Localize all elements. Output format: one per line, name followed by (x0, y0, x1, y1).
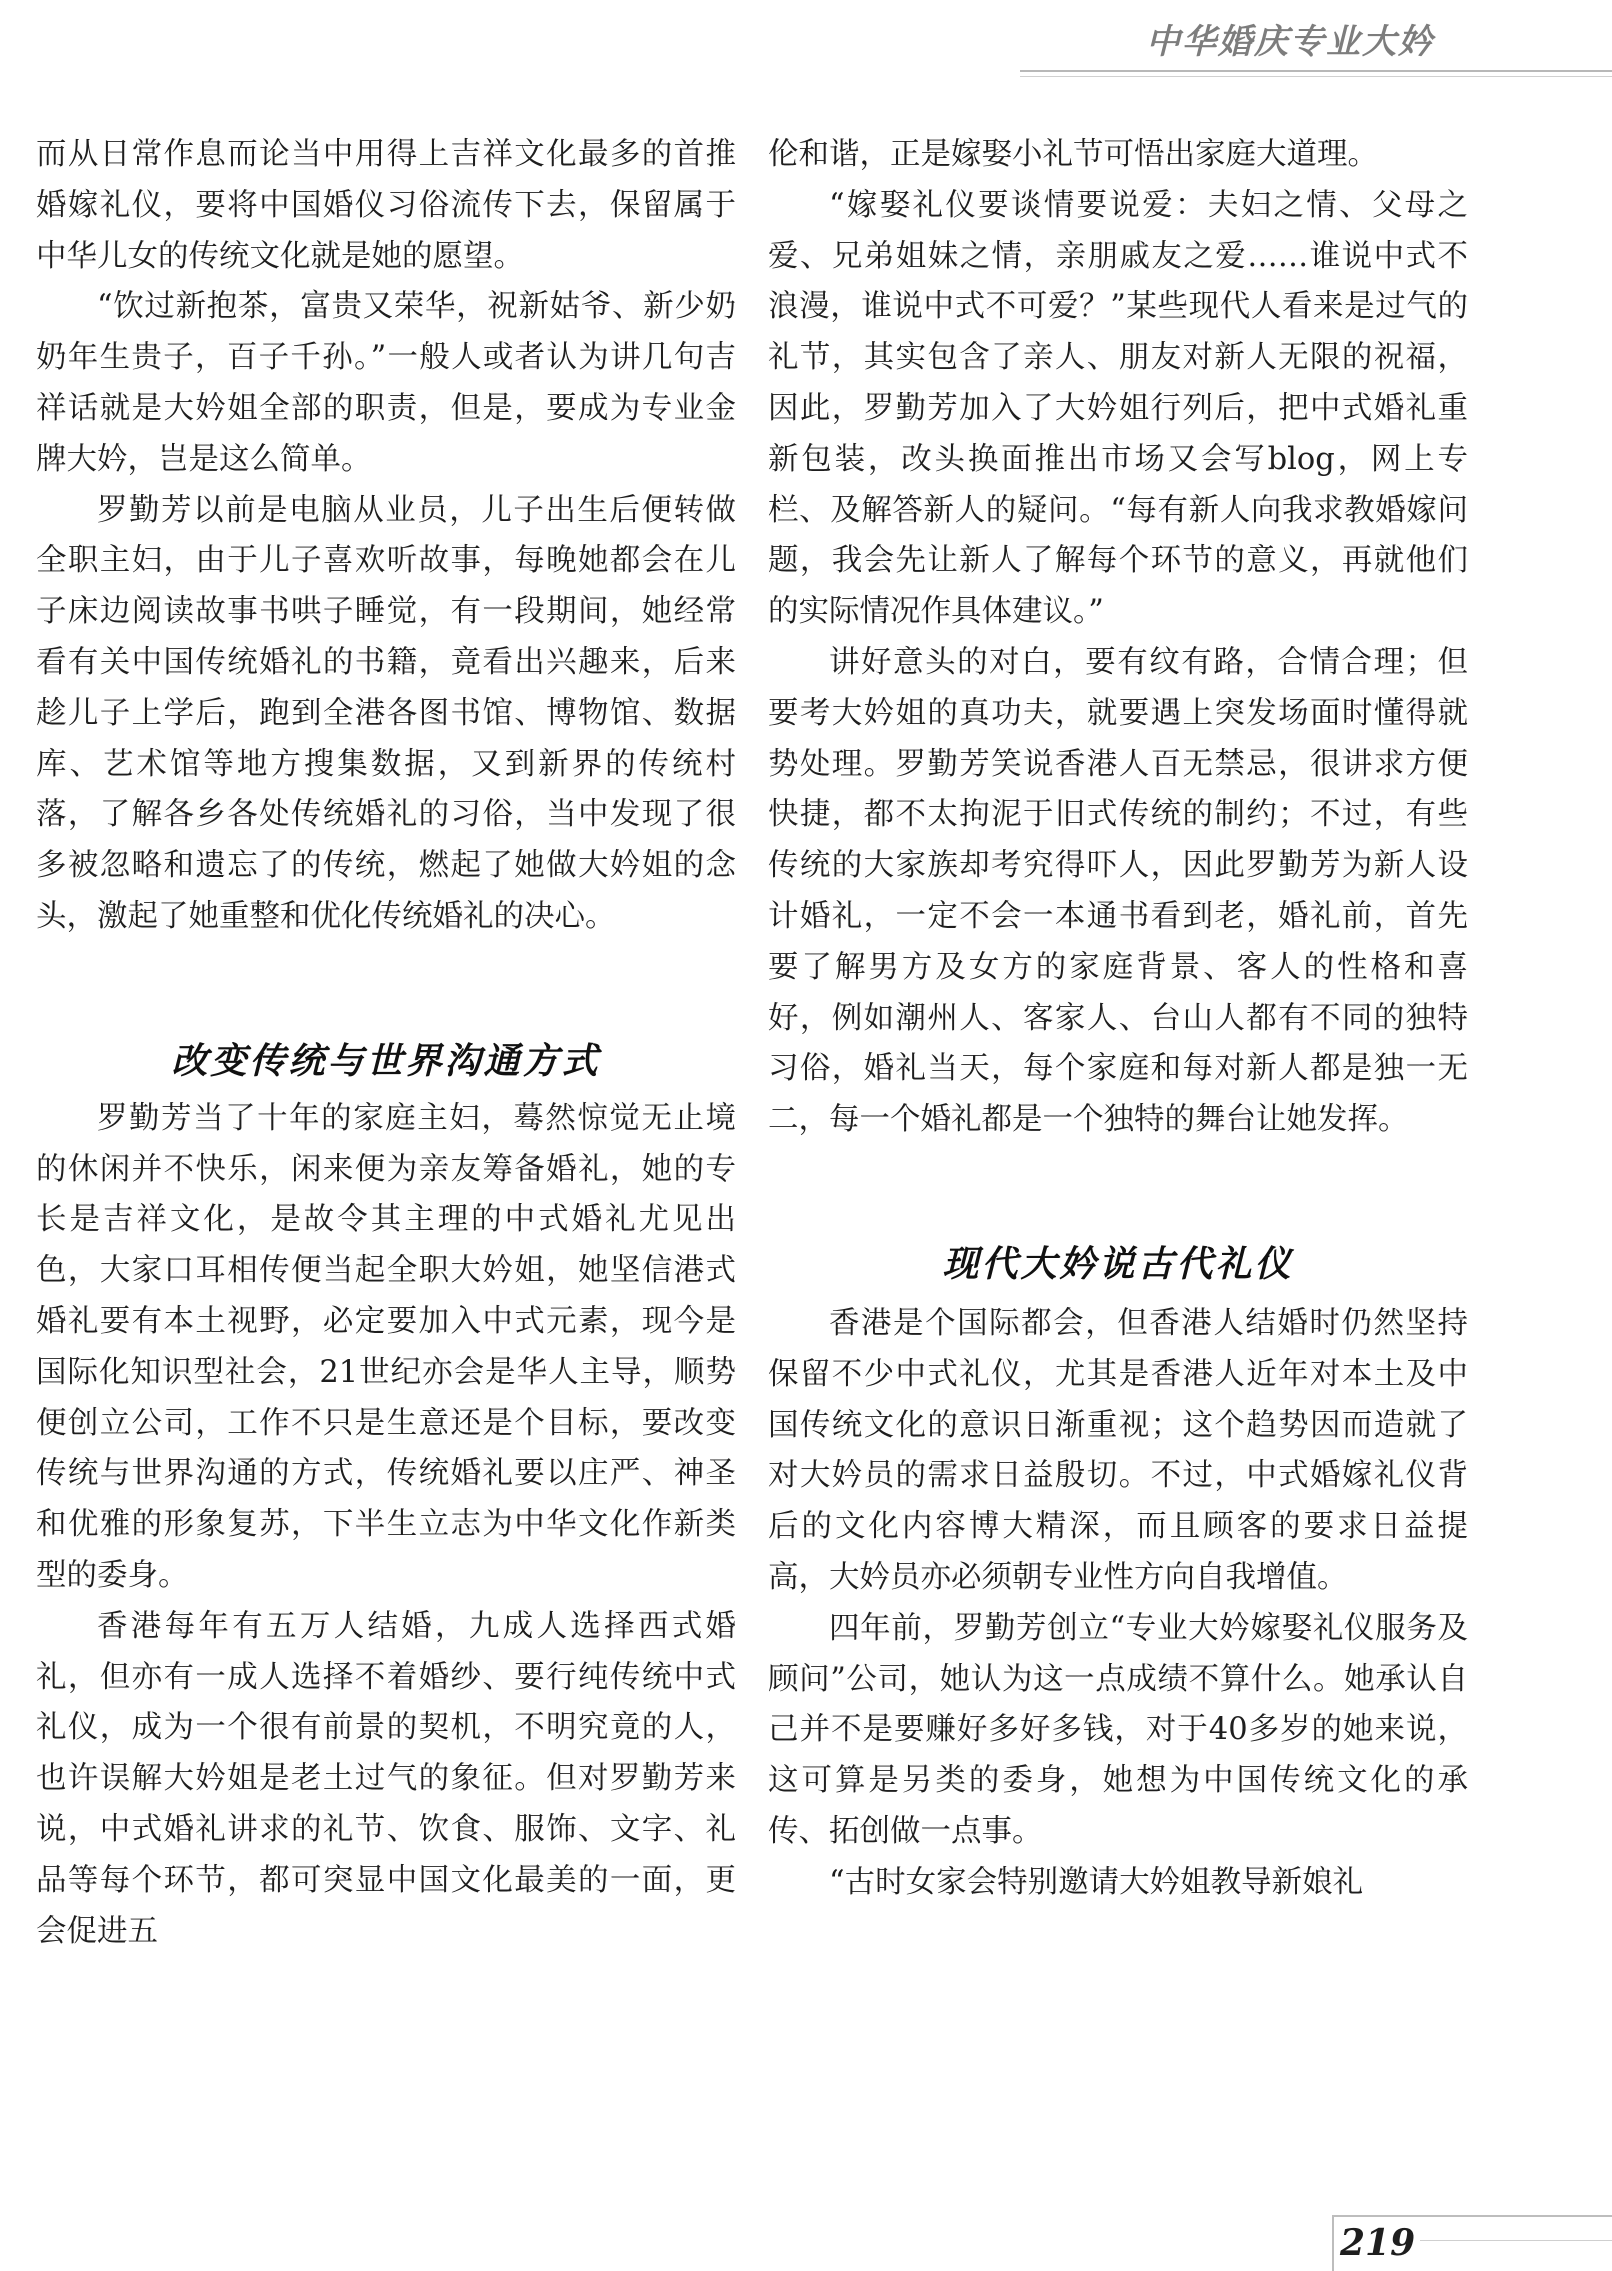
paragraph: 罗勤芳以前是电脑从业员，儿子出生后便转做全职主妇，由于儿子喜欢听故事，每晚她都会在儿子床边阅读故事书哄子睡觉，有一段期间，她经常看有关中国传统婚礼的书籍，竟看出兴趣来，后来趁儿子上学后，跑到全港各图书馆、博物馆、数据库、艺术馆等地方搜集数据，又到新界的传统村落，了解各乡各处传统婚礼的习俗，当中发现了很多被忽略和遗忘了的传统，燃起了她做大妗姐的念头，激起了她重整和优化传统婚礼的决心。 (36, 492, 736, 934)
paragraph: 讲好意头的对白，要有纹有路，合情合理；但要考大妗姐的真功夫，就要遇上突发场面时懂得就势处理。罗勤芳笑说香港人百无禁忌，很讲求方便快捷，都不太拘泥于旧式传统的制约；不过，有些传统的大家族却考究得吓人，因此罗勤芳为新人设计婚礼，一定不会一本通书看到老，婚礼前，首先要了解男方及女方的家庭背景、客人的性格和喜好，例如潮州人、客家人、台山人都有不同的独特习俗，婚礼当天，每个家庭和每对新人都是独一无二，每一个婚礼都是一个独特的舞台让她发挥。 (768, 644, 1468, 1138)
paragraph: 罗勤芳当了十年的家庭主妇，蓦然惊觉无止境的休闲并不快乐，闲来便为亲友筹备婚礼，她的专长是吉祥文化，是故令其主理的中式婚礼尤见出色，大家口耳相传便当起全职大妗姐，她坚信港式婚礼要有本土视野，必定要加入中式元素，现今是国际化知识型社会，21世纪亦会是华人主导，顺势便创立公司，工作不只是生意还是个目标，要改变传统与世界沟通的方式，传统婚礼要以庄严、神圣和优雅的形象复苏，下半生立志为中华文化作新类型的委身。 (36, 1100, 736, 1593)
paragraph: “饮过新抱茶，富贵又荣华，祝新姑爷、新少奶奶年生贵子，百子千孙。”一般人或者认为讲几句吉祥话就是大妗姐全部的职责，但是，要成为专业金牌大妗，岂是这么简单。 (36, 289, 736, 477)
paragraph: 四年前，罗勤芳创立“专业大妗嫁娶礼仪服务及顾问”公司，她认为这一点成绩不算什么。她承认自己并不是要赚好多好多钱，对于40多岁的她来说，这可算是另类的委身，她想为中国传统文化的承传、拓创做一点事。 (768, 1610, 1468, 1849)
section-heading: 现代大妗说古代礼仪 (942, 1243, 1294, 1285)
section-heading: 改变传统与世界沟通方式 (171, 1040, 601, 1082)
paragraph: “嫁娶礼仪要谈情要说爱：夫妇之情、父母之爱、兄弟姐妹之情，亲朋戚友之爱……谁说中式不浪漫，谁说中式不可爱？”某些现代人看来是过气的礼节，其实包含了亲人、朋友对新人无限的祝福，因此，罗勤芳加入了大妗姐行列后，把中式婚礼重新包装，改头换面推出市场又会写blog，网上专栏、及解答新人的疑问。“每有新人向我求教婚嫁问题，我会先让新人了解每个环节的意义，再就他们的实际情况作具体建议。” (768, 187, 1468, 630)
paragraph: “古时女家会特别邀请大妗姐教导新娘礼 (829, 1864, 1364, 1900)
paragraph-continued: 伦和谐，正是嫁娶小礼节可悟出家庭大道理。 (768, 137, 1378, 172)
running-header-title: 中华婚庆专业大妗 (1146, 22, 1434, 62)
page-number-rule (1420, 2240, 1612, 2241)
header-rule (1020, 70, 1612, 72)
paragraph-continued: 而从日常作息而论当中用得上吉祥文化最多的首推婚嫁礼仪，要将中国婚仪习俗流传下去，保留属于中华儿女的传统文化就是她的愿望。 (36, 137, 736, 274)
header-rule-thin (1020, 76, 1612, 77)
paragraph: 香港每年有五万人结婚，九成人选择西式婚礼，但亦有一成人选择不着婚纱、要行纯传统中式礼仪，成为一个很有前景的契机，不明究竟的人，也许误解大妗姐是老土过气的象征。但对罗勤芳来说，中式婚礼讲求的礼节、饮食、服饰、文字、礼品等每个环节，都可突显中国文化最美的一面，更会促进五 (36, 1608, 736, 1949)
right-column (768, 130, 1468, 1909)
left-column (36, 130, 736, 1957)
paragraph: 香港是个国际都会，但香港人结婚时仍然坚持保留不少中式礼仪，尤其是香港人近年对本土及中国传统文化的意识日渐重视；这个趋势因而造就了对大妗员的需求日益殷切。不过，中式婚嫁礼仪背后的文化内容博大精深，而且顾客的要求日益提高，大妗员亦必须朝专业性方向自我增值。 (768, 1305, 1468, 1595)
page-number: 219 (1340, 2222, 1416, 2264)
